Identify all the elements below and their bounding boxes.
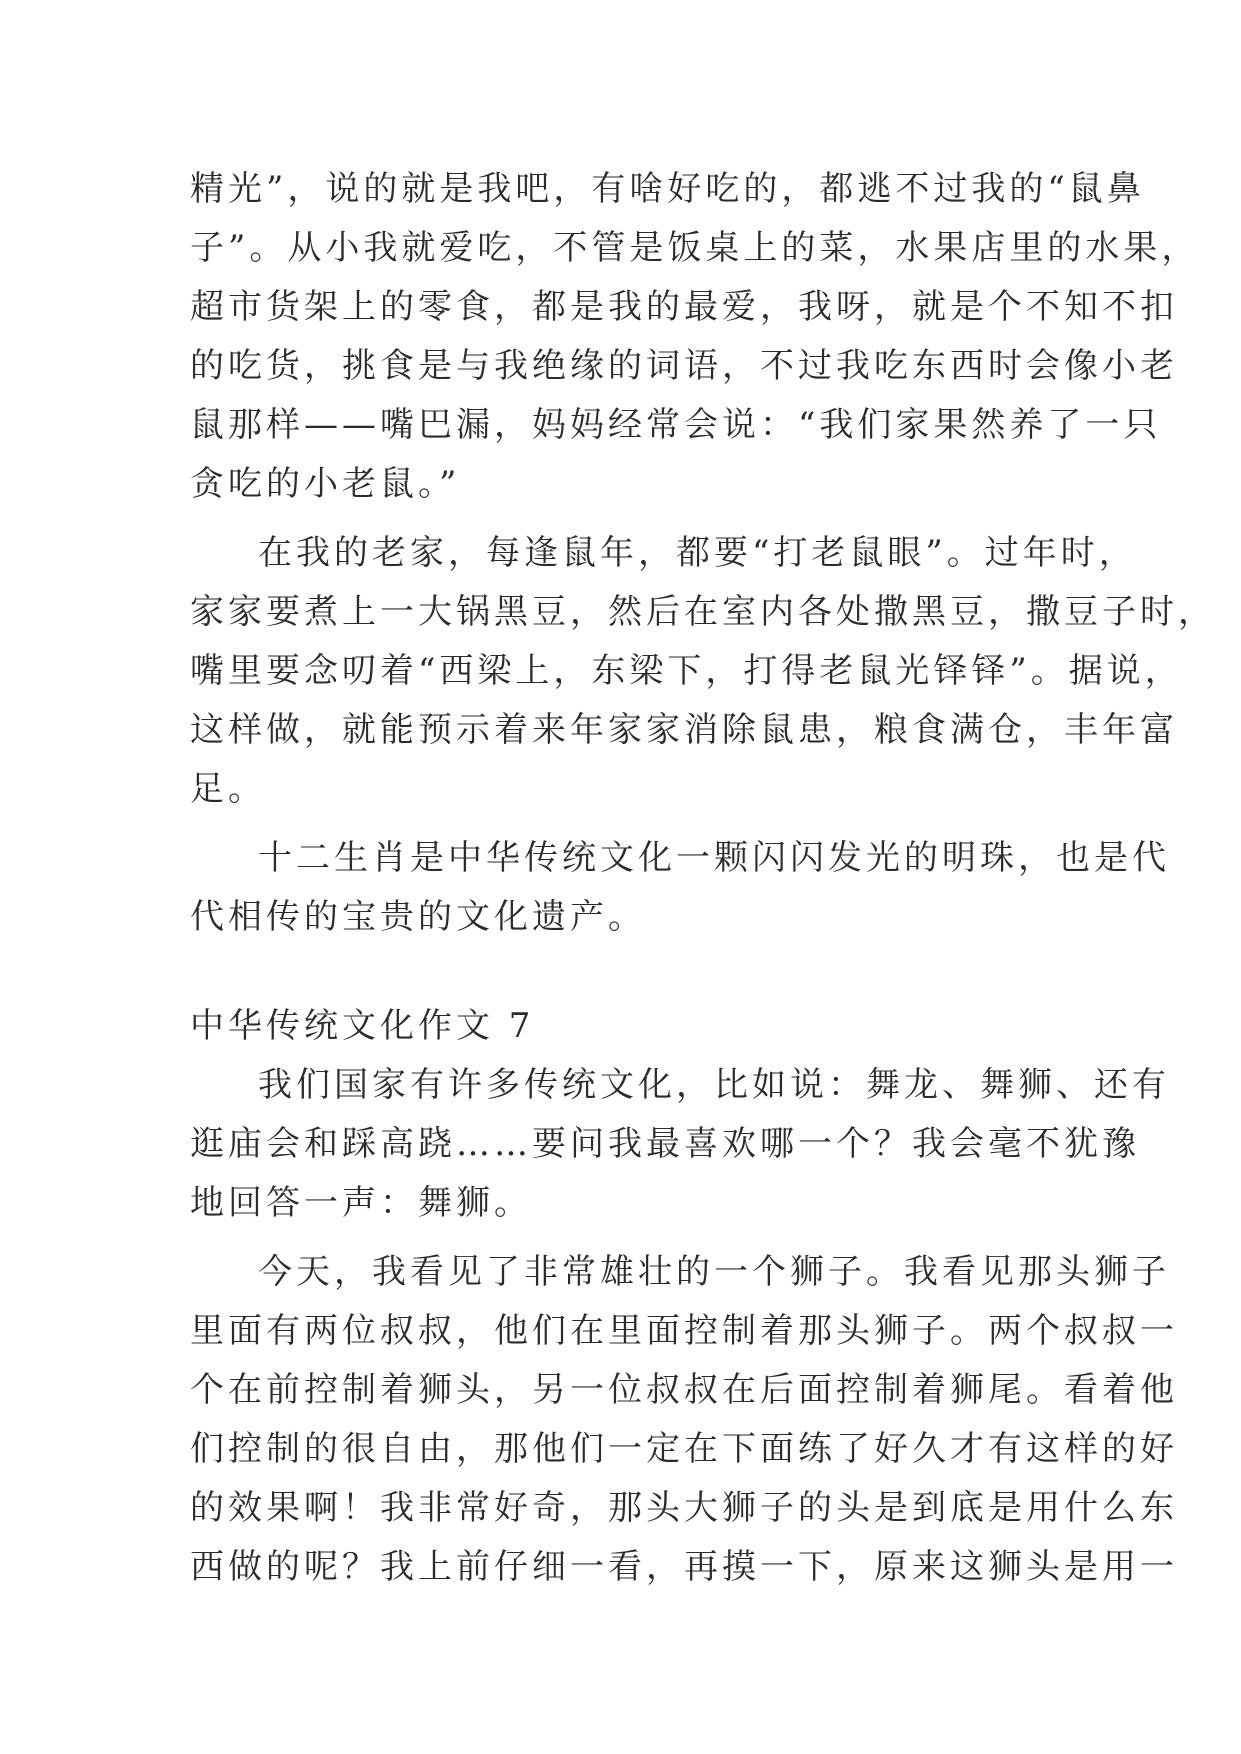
text-line: 子”。从小我就爱吃，不管是饭桌上的菜，水果店里的水果，	[190, 228, 1200, 268]
text-line: 西做的呢？我上前仔细一看，再摸一下，原来这狮头是用一	[190, 1547, 1178, 1587]
paragraph-2	[190, 524, 1216, 819]
text-line: 足。	[190, 769, 266, 809]
paragraph-3	[190, 829, 1170, 947]
paragraph-5	[190, 1243, 1178, 1597]
text-line: 我们国家有许多传统文化，比如说：舞龙、舞狮、还有	[258, 1065, 1170, 1105]
section-title: 中华传统文化作文 7	[190, 1006, 535, 1046]
text-line: 家家要煮上一大锅黑豆，然后在室内各处撒黑豆，撒豆子时，	[190, 592, 1216, 632]
text-line: 鼠那样——嘴巴漏，妈妈经常会说：“我们家果然养了一只	[190, 405, 1162, 445]
text-line: 在我的老家，每逢鼠年，都要“打老鼠眼”。过年时，	[258, 533, 1137, 573]
text-line: 代相传的宝贵的文化遗产。	[190, 897, 646, 937]
text-line: 的效果啊！我非常好奇，那头大狮子的头是到底是用什么东	[190, 1488, 1178, 1528]
text-line: 个在前控制着狮头，另一位叔叔在后面控制着狮尾。看着他	[190, 1370, 1178, 1410]
paragraph-4	[190, 1056, 1170, 1233]
text-line: 地回答一声：舞狮。	[190, 1183, 532, 1223]
text-line: 精光”，说的就是我吧，有啥好吃的，都逃不过我的“鼠鼻	[190, 169, 1145, 209]
text-line: 贪吃的小老鼠。”	[190, 464, 461, 504]
text-line: 的吃货，挑食是与我绝缘的词语，不过我吃东西时会像小老	[190, 346, 1178, 386]
document-body	[190, 160, 1216, 1597]
text-line: 逛庙会和踩高跷……要问我最喜欢哪一个？我会毫不犹豫	[190, 1124, 1140, 1164]
text-line: 嘴里要念叨着“西梁上，东梁下，打得老鼠光铎铎”。据说，	[190, 651, 1183, 691]
text-line: 十二生肖是中华传统文化一颗闪闪发光的明珠，也是代	[258, 838, 1170, 878]
text-line: 里面有两位叔叔，他们在里面控制着那头狮子。两个叔叔一	[190, 1311, 1178, 1351]
text-line: 们控制的很自由，那他们一定在下面练了好久才有这样的好	[190, 1429, 1178, 1469]
paragraph-1	[190, 160, 1200, 514]
text-line: 超市货架上的零食，都是我的最爱，我呀，就是个不知不扣	[190, 287, 1178, 327]
text-line: 这样做，就能预示着来年家家消除鼠患，粮食满仓，丰年富	[190, 710, 1178, 750]
text-line: 今天，我看见了非常雄壮的一个狮子。我看见那头狮子	[258, 1252, 1170, 1292]
